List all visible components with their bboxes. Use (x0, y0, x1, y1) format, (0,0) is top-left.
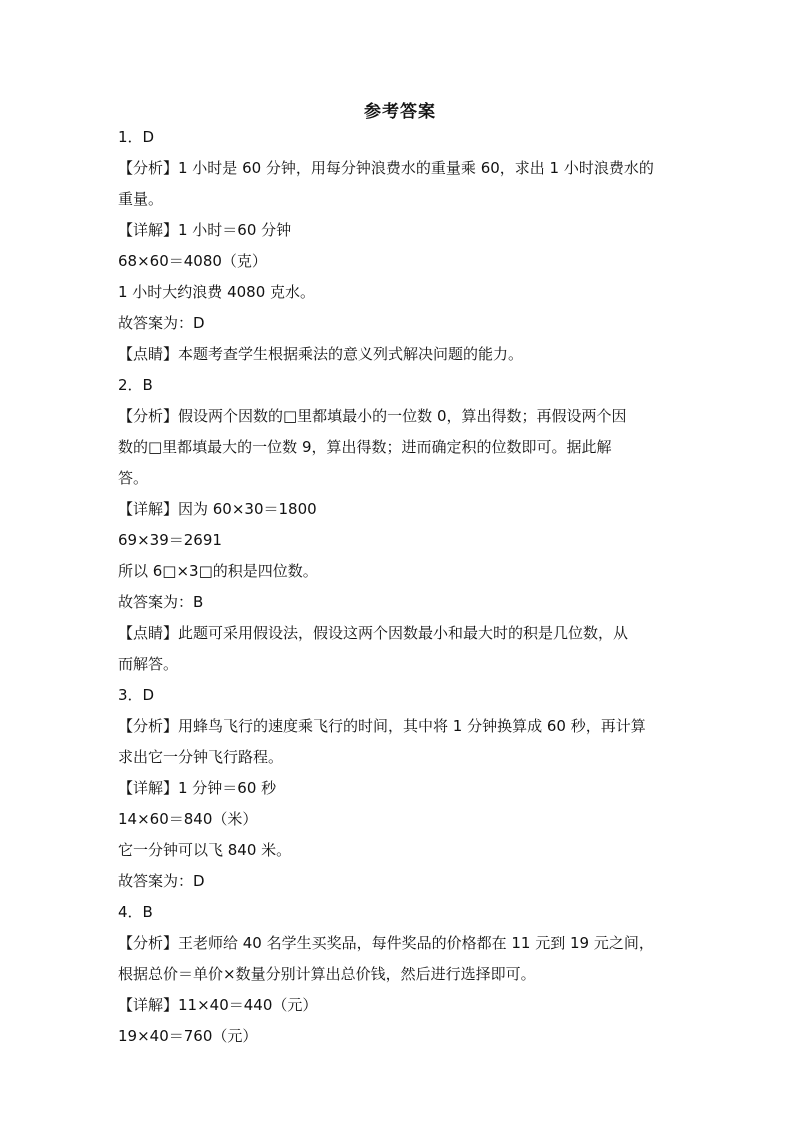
answer-text-block (118, 122, 698, 1052)
text-line: 2．B (118, 376, 153, 394)
text-line: 14×60＝840（米） (118, 810, 258, 828)
text-line: 【点睛】此题可采用假设法，假设这两个因数最小和最大时的积是几位数，从 (118, 624, 629, 642)
text-line: 【详解】1 分钟＝60 秒 (118, 779, 277, 797)
text-line: 故答案为：D (118, 314, 205, 332)
text-line: 4．B (118, 903, 153, 921)
text-line: 重量。 (118, 190, 164, 208)
text-line: 求出它一分钟飞行路程。 (118, 748, 284, 766)
text-line: 而解答。 (118, 655, 179, 673)
text-line: 1．D (118, 128, 155, 146)
text-line: 【详解】11×40＝440（元） (118, 996, 318, 1014)
text-line: 【详解】1 小时＝60 分钟 (118, 221, 292, 239)
text-line: 【分析】用蜂鸟飞行的速度乘飞行的时间，其中将 1 分钟换算成 60 秒，再计算 (118, 717, 646, 735)
page-title: 参考答案 (364, 102, 436, 122)
text-line: 根据总价＝单价×数量分别计算出总价钱，然后进行选择即可。 (118, 965, 536, 983)
text-line: 数的□里都填最大的一位数 9，算出得数；进而确定积的位数即可。据此解 (118, 438, 612, 456)
text-line: 它一分钟可以飞 840 米。 (118, 841, 292, 859)
text-line: 19×40＝760（元） (118, 1027, 258, 1045)
text-line: 故答案为：D (118, 872, 205, 890)
text-line: 答。 (118, 469, 149, 487)
text-line: 【分析】王老师给 40 名学生买奖品，每件奖品的价格都在 11 元到 19 元之间， (118, 934, 654, 952)
text-line: 故答案为：B (118, 593, 204, 611)
text-line: 68×60＝4080（克） (118, 252, 267, 270)
text-line: 【详解】因为 60×30＝1800 (118, 500, 317, 518)
text-line: 69×39＝2691 (118, 531, 222, 549)
text-line: 3．D (118, 686, 155, 704)
text-line: 【分析】假设两个因数的□里都填最小的一位数 0，算出得数；再假设两个因 (118, 407, 627, 425)
text-line: 【分析】1 小时是 60 分钟，用每分钟浪费水的重量乘 60，求出 1 小时浪费水的 (118, 159, 654, 177)
text-line: 【点睛】本题考查学生根据乘法的意义列式解决问题的能力。 (118, 345, 524, 363)
text-line: 所以 6□×3□的积是四位数。 (118, 562, 318, 580)
text-line: 1 小时大约浪费 4080 克水。 (118, 283, 316, 301)
